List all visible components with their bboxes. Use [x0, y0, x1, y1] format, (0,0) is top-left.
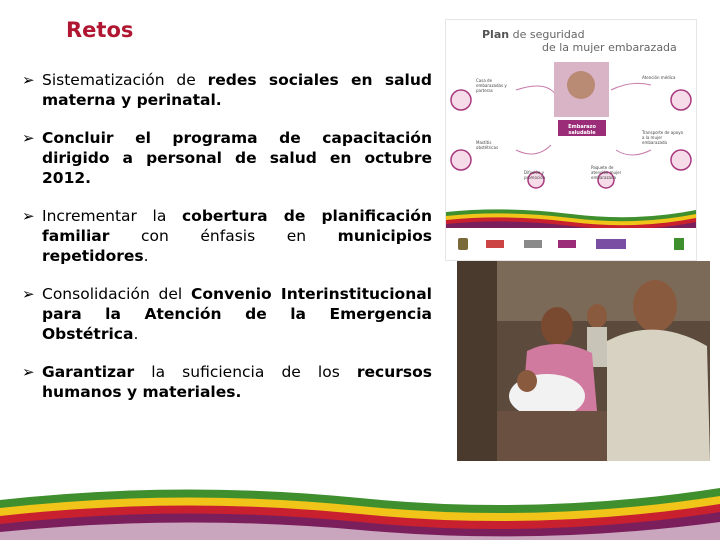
logo-icon: [486, 240, 504, 248]
bullet-item: [22, 284, 432, 344]
photo-women-with-baby: [457, 261, 710, 461]
arrow-bullet-icon: ➢: [22, 129, 35, 147]
arrow-bullet-icon: ➢: [22, 207, 35, 225]
slide-title: Retos: [66, 18, 134, 42]
poster-box-5: Difusión y promoción: [524, 170, 546, 180]
poster-box-6: Paquete de atención mujer embarazada: [591, 165, 622, 180]
arrow-bullet-icon: ➢: [22, 71, 35, 89]
bullet-text: Consolidación del Convenio Interinstitucional para la Atención de la Emergencia Obstétrica.: [42, 285, 432, 343]
bullet-item: [22, 362, 432, 402]
bullet-list: [22, 70, 432, 420]
arrow-bullet-icon: ➢: [22, 363, 35, 381]
poster-diagram: [446, 20, 696, 206]
logo-icon: [458, 238, 468, 250]
poster-box-3: Mastitis obstétricas: [476, 140, 499, 150]
poster-box-2: Atención médica: [642, 75, 676, 80]
bullet-text: Sistematización de redes sociales en salud materna y perinatal.: [42, 71, 432, 109]
logo-icon: [596, 239, 626, 249]
logo-icon: [558, 240, 576, 248]
arrow-bullet-icon: ➢: [22, 285, 35, 303]
logo-icon: [524, 240, 542, 248]
bullet-text: Garantizar la suficiencia de los recursos humanos y materiales.: [42, 363, 432, 401]
poster-box-4: Transporte de apoyo a la mujer embarazada: [642, 130, 684, 145]
bullet-item: [22, 128, 432, 188]
logo-icon: [674, 238, 684, 250]
bullet-item: [22, 70, 432, 110]
poster-center-label: Embarazo saludable: [568, 124, 596, 136]
bullet-item: [22, 206, 432, 266]
bullet-text: Concluir el programa de capacitación dirigido a personal de salud en octubre 2012.: [42, 129, 432, 187]
poster-logos: [446, 232, 696, 256]
poster-color-band: [446, 206, 696, 228]
safety-plan-poster: [445, 19, 697, 261]
poster-box-1: Casa de embarazadas y parteras: [476, 78, 507, 93]
footer-color-wave: [0, 470, 720, 540]
photo-illustration: [457, 261, 710, 461]
bullet-text: Incrementar la cobertura de planificación familiar con énfasis en municipios repetidores.: [42, 207, 432, 265]
poster-title: Plan de seguridad de la mujer embarazada: [482, 28, 677, 54]
